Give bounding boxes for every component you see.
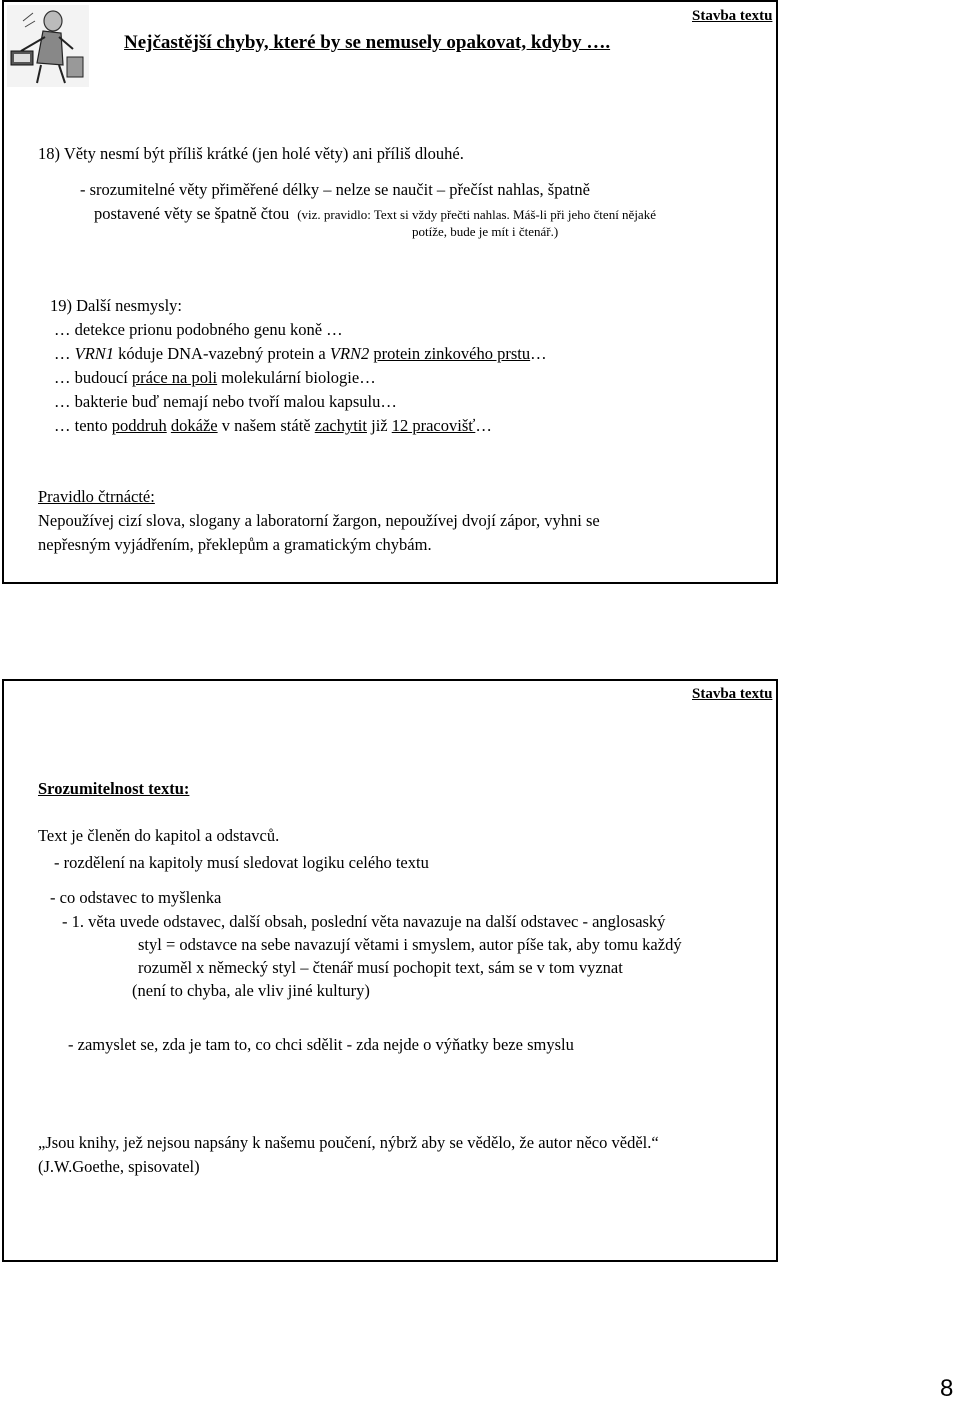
slide-title: Nejčastější chyby, které by se nemusely opakovat, kdyby ….: [124, 32, 611, 53]
rule-19-item-text: … tento: [54, 416, 112, 435]
quote: „Jsou knihy, jež nejsou napsány k našemu poučení, nýbrž aby se vědělo, že autor něco věděl.“: [38, 1133, 659, 1152]
rule-19-item: [54, 344, 547, 364]
rule-19-item-text: VRN1: [74, 344, 115, 363]
rule-19-item-text: …: [530, 344, 547, 363]
rule-18-note-2: potíže, bude je mít i čtenář.): [412, 224, 559, 239]
rule-14-line-2: nepřesným vyjádřením, překlepům a gramatickým chybám.: [38, 535, 432, 554]
rule-19-item-text: …: [54, 344, 75, 363]
rule-19-item-text: … bakterie buď nemají nebo tvoří malou kapsulu…: [54, 392, 397, 411]
rule-19-item-text: dokáže: [170, 416, 218, 435]
rule-19-item-text: VRN2: [329, 344, 370, 363]
cartoon-illustration: [7, 5, 89, 87]
text-line-4: - 1. věta uvede odstavec, další obsah, poslední věta navazuje na další odstavec - anglosaský: [62, 912, 666, 931]
rule-19-item-text: protein zinkového prstu: [373, 344, 531, 363]
header-link[interactable]: Stavba textu: [692, 8, 773, 24]
writer-cartoon-icon: [7, 5, 89, 87]
rule-18-line-2-main: postavené věty se špatně čtou: [94, 204, 290, 223]
header-link[interactable]: Stavba textu: [692, 686, 773, 702]
rule-18-note: (viz. pravidlo: Text si vždy přečti nahlas. Máš-li při jeho čtení nějaké: [297, 207, 656, 222]
rule-19-item-text: …: [475, 416, 492, 435]
page-number: 8: [940, 1375, 954, 1402]
text-line-1: Text je členěn do kapitol a odstavců.: [38, 826, 280, 845]
slide-2: [2, 679, 778, 1262]
rule-19-item-text: … detekce prionu podobného genu koně …: [54, 320, 343, 339]
rule-14-heading: Pravidlo čtrnácté:: [38, 487, 155, 506]
rule-18-heading: 18) Věty nesmí být příliš krátké (jen holé věty) ani příliš dlouhé.: [38, 144, 464, 163]
rule-19-item-text: … budoucí: [54, 368, 132, 387]
rule-18-line-2: [94, 204, 656, 224]
text-line-5: styl = odstavce na sebe navazují větami i smyslem, autor píše tak, aby tomu každý: [138, 935, 682, 954]
quote-author: (J.W.Goethe, spisovatel): [38, 1157, 200, 1176]
rule-19-heading: 19) Další nesmysly:: [50, 296, 182, 315]
rule-19-item: [54, 416, 492, 436]
text-line-2: - rozdělení na kapitoly musí sledovat logiku celého textu: [54, 853, 429, 872]
rule-19-item: [54, 320, 343, 340]
rule-19-item-text: molekulární biologie…: [217, 368, 376, 387]
rule-19-item: [54, 392, 397, 412]
rule-19-item-text: poddruh: [111, 416, 167, 435]
rule-18-line-1: - srozumitelné věty přiměřené délky – nelze se naučit – přečíst nahlas, špatně: [80, 180, 590, 199]
slide-title: Srozumitelnost textu:: [38, 779, 190, 798]
text-line-6: rozuměl x německý styl – čtenář musí pochopit text, sám se v tom vyznat: [138, 958, 623, 977]
rule-19-item-text: zachytit: [314, 416, 367, 435]
rule-14-line-1: Nepoužívej cizí slova, slogany a laboratorní žargon, nepoužívej dvojí zápor, vyhni se: [38, 511, 600, 530]
rule-19-item-text: kóduje DNA-vazebný protein a: [114, 344, 330, 363]
text-line-3: - co odstavec to myšlenka: [50, 888, 222, 907]
rule-19-item-text: již: [366, 416, 392, 435]
text-line-7: (není to chyba, ale vliv jiné kultury): [132, 981, 370, 1000]
text-line-8: - zamyslet se, zda je tam to, co chci sdělit - zda nejde o výňatky beze smyslu: [68, 1035, 574, 1054]
slide-1: [2, 0, 778, 584]
rule-19-item: [54, 368, 376, 388]
rule-19-item-text: v našem státě: [217, 416, 315, 435]
rule-19-item-text: práce na poli: [131, 368, 218, 387]
rule-19-item-text: 12 pracovišť: [391, 416, 476, 435]
